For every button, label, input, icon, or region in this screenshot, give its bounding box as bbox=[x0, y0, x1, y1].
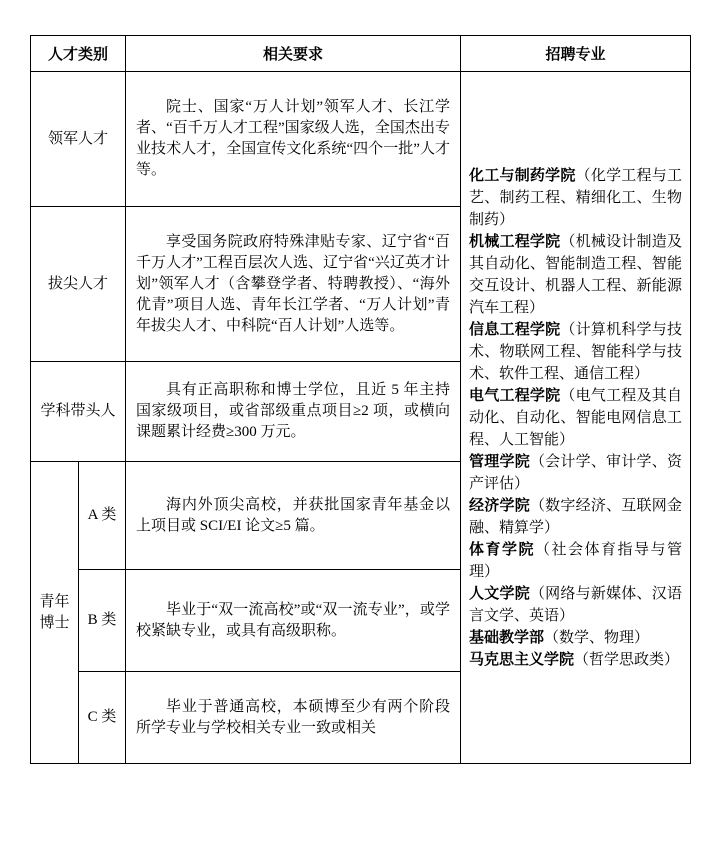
college-entry bbox=[469, 649, 682, 671]
requirement-text: 毕业于“双一流高校”或“双一流专业”，或学校紧缺专业，或具有高级职称。 bbox=[136, 601, 451, 639]
requirement-top-talent bbox=[126, 207, 461, 362]
category-class-a: A 类 bbox=[79, 462, 126, 570]
category-class-c: C 类 bbox=[79, 672, 126, 764]
college-entry bbox=[469, 319, 682, 385]
college-majors: （电气工程及其自动化、自动化、智能电网信息工程、人工智能） bbox=[469, 387, 683, 448]
row-leading-talent bbox=[31, 72, 691, 207]
college-entry bbox=[469, 165, 682, 231]
college-majors: （会计学、审计学、资产评估） bbox=[469, 453, 682, 492]
college-entry bbox=[469, 539, 682, 583]
requirement-text: 具有正高职称和博士学位，且近 5 年主持国家级项目，或省部级重点项目≥2 项，或横向课题累计经费≥300 万元。 bbox=[136, 382, 451, 440]
requirement-text: 院士、国家“万人计划”领军人才、长江学者、“百千万人才工程”国家级人选，全国杰出专业技术人才，全国宣传文化系统“四个一批”人才等。 bbox=[136, 99, 451, 178]
college-majors: （数字经济、互联网金融、精算学） bbox=[469, 497, 682, 536]
college-entry bbox=[469, 231, 682, 319]
college-name: 基础教学部 bbox=[469, 629, 545, 646]
category-top-talent: 拔尖人才 bbox=[31, 207, 126, 362]
header-majors: 招聘专业 bbox=[461, 36, 691, 72]
majors-cell bbox=[461, 72, 691, 764]
requirement-class-a bbox=[126, 462, 461, 570]
requirement-class-c bbox=[126, 672, 461, 764]
college-name: 电气工程学院 bbox=[469, 387, 561, 404]
college-majors: （数学、物理） bbox=[544, 629, 650, 646]
college-name: 管理学院 bbox=[469, 453, 530, 470]
college-name: 体育学院 bbox=[469, 541, 536, 558]
college-name: 马克思主义学院 bbox=[469, 651, 575, 668]
college-entry bbox=[469, 451, 682, 495]
table-header-row bbox=[31, 36, 691, 72]
college-entry bbox=[469, 385, 682, 451]
requirement-text: 毕业于普通高校，本硕博至少有两个阶段所学专业与学校相关专业一致或相关 bbox=[136, 698, 451, 736]
college-majors: （机械设计制造及其自动化、智能制造工程、智能交互设计、机器人工程、新能源汽车工程） bbox=[469, 233, 683, 316]
requirement-text: 享受国务院政府特殊津贴专家、辽宁省“百千万人才”工程百层次人选、辽宁省“兴辽英才计划”领军人才（含攀登学者、特聘教授）、“海外优青”项目人选、青年长江学者、“万人计划”青年拔尖人才、中科院“百人计划”人选等。 bbox=[136, 233, 451, 334]
college-name: 信息工程学院 bbox=[469, 321, 561, 338]
category-discipline-leader: 学科带头人 bbox=[31, 362, 126, 462]
college-majors: （化学工程与工艺、制药工程、精细化工、生物制药） bbox=[469, 167, 683, 228]
category-youth-doctor: 青年博士 bbox=[31, 462, 79, 764]
college-entry bbox=[469, 627, 682, 649]
college-name: 人文学院 bbox=[469, 585, 530, 602]
requirement-text: 海内外顶尖高校，并获批国家青年基金以上项目或 SCI/EI 论文≥5 篇。 bbox=[136, 496, 451, 534]
college-majors: （网络与新媒体、汉语言文学、英语） bbox=[469, 585, 682, 624]
header-talent-category: 人才类别 bbox=[31, 36, 126, 72]
header-requirements: 相关要求 bbox=[126, 36, 461, 72]
category-leading-talent: 领军人才 bbox=[31, 72, 126, 207]
college-entry bbox=[469, 495, 682, 539]
requirement-leading-talent bbox=[126, 72, 461, 207]
college-name: 经济学院 bbox=[469, 497, 530, 514]
requirement-class-b bbox=[126, 570, 461, 672]
college-name: 化工与制药学院 bbox=[469, 167, 576, 184]
recruitment-table bbox=[30, 35, 691, 764]
category-class-b: B 类 bbox=[79, 570, 126, 672]
college-name: 机械工程学院 bbox=[469, 233, 561, 250]
college-entry bbox=[469, 583, 682, 627]
college-majors: （计算机科学与技术、物联网工程、智能科学与技术、软件工程、通信工程） bbox=[469, 321, 683, 382]
college-majors: （社会体育指导与管理） bbox=[469, 541, 682, 580]
college-majors: （哲学思政类） bbox=[574, 651, 680, 668]
requirement-discipline-leader bbox=[126, 362, 461, 462]
